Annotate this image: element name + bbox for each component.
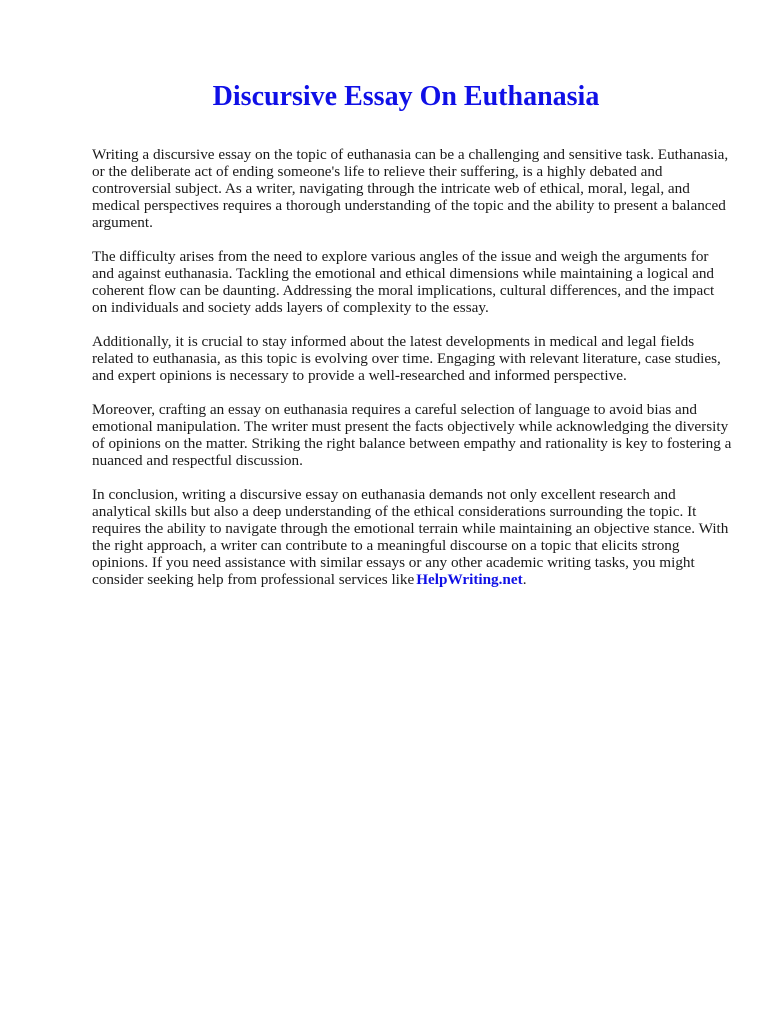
paragraph-2: The difficulty arises from the need to explore various angles of the issue and weigh the arguments for and against euthanasia. Tackling the emotional and ethical dimensions while maintaining a logical and coherent flow can be daunting. Addressing the moral implications, cultural differences, and the impact on individuals and society adds layers of complexity to the essay. [92,248,715,316]
page-title: Discursive Essay On Euthanasia [212,81,600,112]
paragraph-1: Writing a discursive essay on the topic of euthanasia can be a challenging and sensitive task. Euthanasia, or the deliberate act of ending someone's life to relieve their suffering, is a highly debated and controversial subject. As a writer, navigating through the intricate web of ethical, moral, legal, and medical perspectives requires a thorough understanding of the topic and the ability to present a balanced argument. [92,146,729,231]
paragraph-5-conclusion [92,486,732,588]
paragraph-4: Moreover, crafting an essay on euthanasia requires a careful selection of language to avoid bias and emotional manipulation. The writer must present the facts objectively while acknowledging the diversity of opinions on the matter. Striking the right balance between empathy and rationality is key to fostering a nuanced and respectful discussion. [92,401,732,469]
paragraph-3: Additionally, it is crucial to stay informed about the latest developments in medical and legal fields related to euthanasia, as this topic is evolving over time. Engaging with relevant literature, case studies, and expert opinions is necessary to provide a well-researched and informed perspective. [92,333,721,384]
essay-body [92,146,732,605]
conclusion-text: In conclusion, writing a discursive essay on euthanasia demands not only excellent research and analytical skills but also a deep understanding of the ethical considerations surrounding the topic. It requires the ability to navigate through the emotional terrain while maintaining an objective stance. With the right approach, a writer can contribute to a meaningful discourse on a topic that elicits strong opinions. If you need assistance with similar essays or any other academic writing tasks, you might consider seeking help from professional services like [92,486,729,588]
conclusion-end: . [522,571,527,588]
helpwriting-link[interactable]: HelpWriting.net [416,571,523,588]
